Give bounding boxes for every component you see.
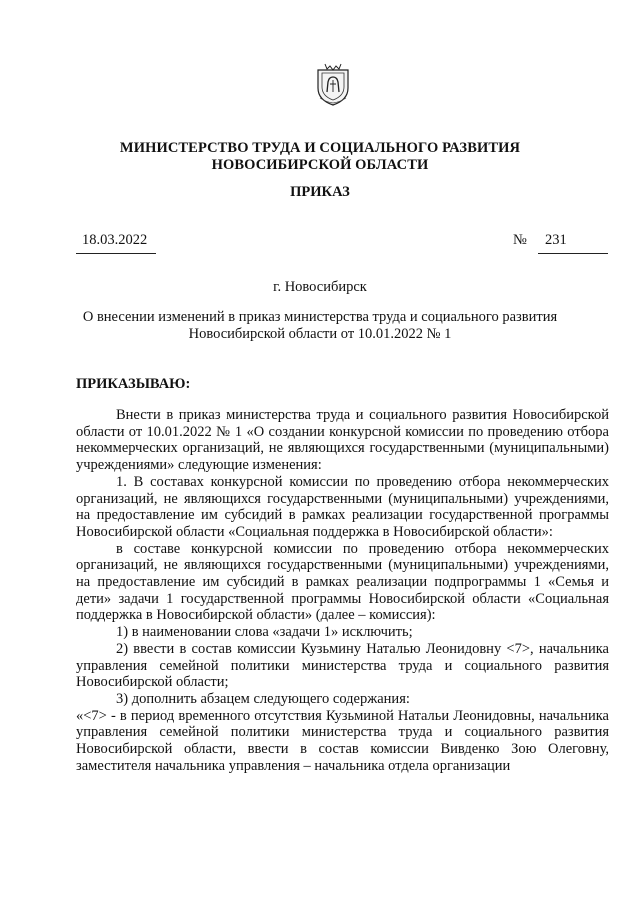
order-number-sign: №	[513, 232, 527, 248]
order-title: ПРИКАЗ	[290, 184, 350, 200]
body-paragraph-1: Внести в приказ министерства труда и социального развития Новосибирской области от 10.01.2022 № 1 «О создании конкурсной комиссии по проведению отбора некоммерческих организаций, не являющихся государственными (муниципальными) учреждениями» следующие изменения:	[76, 407, 609, 474]
number-underline	[538, 253, 608, 254]
body-paragraph-2: 1. В составах конкурсной комиссии по проведению отбора некоммерческих организаций, не являющихся государственными (муниципальными) учреждениями, на предоставление им субсидий в рамках реализации государственной программы Новосибирской области «Социальная поддержка в Новосибирской области»:	[76, 473, 609, 540]
body-paragraph-5: 2) ввести в состав комиссии Кузьмину Наталью Леонидовну <7>, начальника управления семейной политики министерства труда и социального развития Новосибирской области;	[76, 640, 609, 691]
order-date: 18.03.2022	[82, 232, 148, 248]
order-body	[76, 407, 609, 774]
date-underline	[76, 253, 156, 254]
order-subject	[70, 309, 570, 343]
decree-word: ПРИКАЗЫВАЮ:	[76, 376, 191, 392]
ministry-name-line1: МИНИСТЕРСТВО ТРУДА И СОЦИАЛЬНОГО РАЗВИТИЯ	[119, 140, 521, 156]
order-subject-line1: О внесении изменений в приказ министерства труда и социального развития	[82, 309, 558, 325]
body-paragraph-6: 3) дополнить абзацем следующего содержания:	[116, 690, 410, 707]
body-paragraph-4: 1) в наименовании слова «задачи 1» исключить;	[116, 624, 413, 641]
order-number: 231	[545, 232, 567, 248]
ministry-name	[0, 140, 640, 174]
ministry-name-line2: НОВОСИБИРСКОЙ ОБЛАСТИ	[211, 157, 429, 173]
order-subject-line2: Новосибирской области от 10.01.2022 № 1	[188, 326, 452, 342]
city: г. Новосибирск	[273, 279, 367, 295]
body-paragraph-3: в составе конкурсной комиссии по проведению отбора некоммерческих организаций, не являющихся государственными (муниципальными) учреждениями, на предоставление им субсидий в рамках реализации подпрограммы 1 «Семья и дети» задачи 1 государственной программы Новосибирской области «Социальная поддержка в Новосибирской области» (далее – комиссия):	[76, 540, 609, 624]
coat-of-arms-icon	[316, 62, 350, 106]
body-paragraph-7: «<7> - в период временного отсутствия Кузьминой Натальи Леонидовны, начальника управления семейной политики министерства труда и социального развития Новосибирской области, ввести в состав комиссии Вивденко Зою Олеговну, заместителя начальника управления – начальника отдела организации	[76, 707, 609, 774]
